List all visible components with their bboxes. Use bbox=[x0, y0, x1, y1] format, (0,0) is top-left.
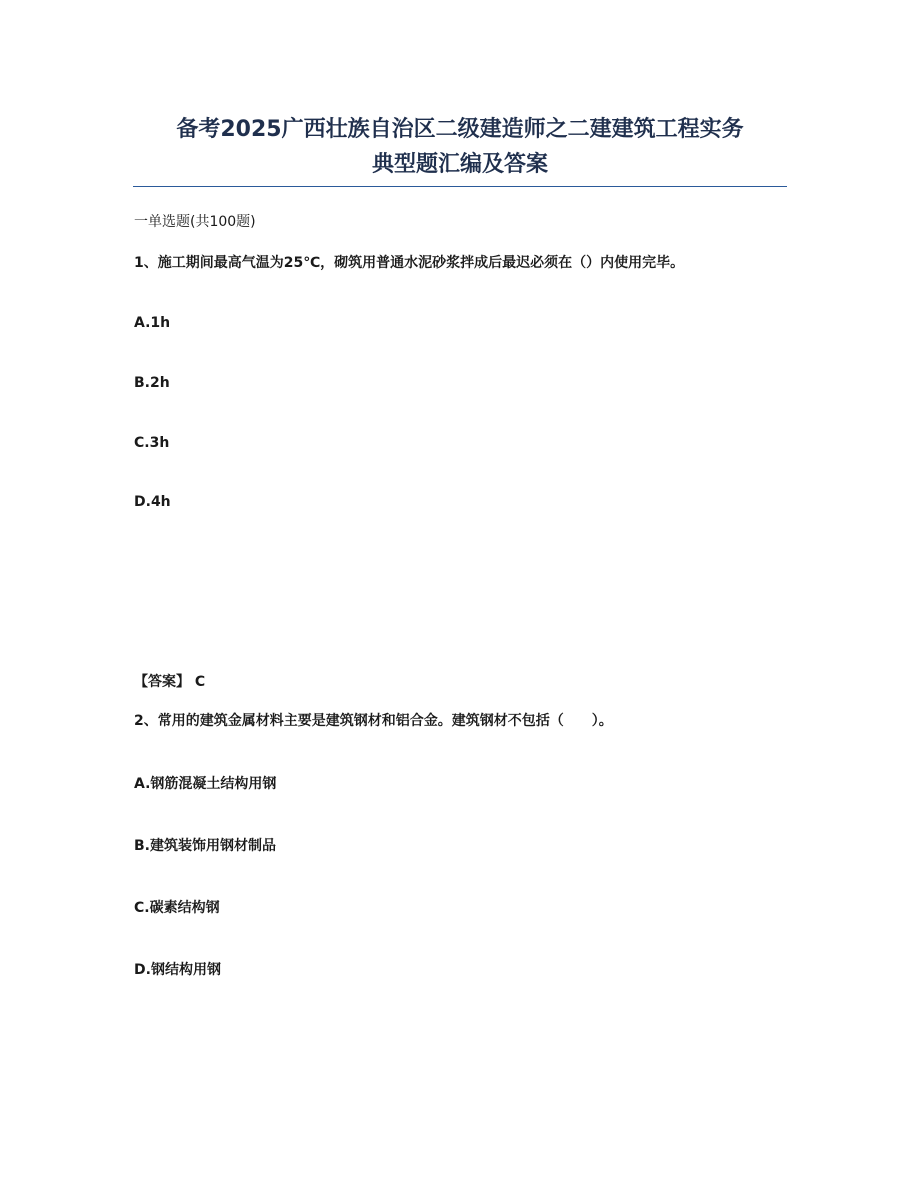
question-2-option-d: D.钢结构用钢 bbox=[134, 962, 221, 978]
title-divider bbox=[133, 186, 787, 187]
question-1-option-d: D.4h bbox=[134, 494, 171, 510]
question-2-stem: 2、常用的建筑金属材料主要是建筑钢材和铝合金。建筑钢材不包括（ ）。 bbox=[134, 713, 613, 729]
document-title-line-2: 典型题汇编及答案 bbox=[371, 152, 548, 177]
section-heading: 一单选题(共100题) bbox=[134, 214, 256, 230]
question-1-stem: 1、施工期间最高气温为25℃，砌筑用普通水泥砂浆拌成后最迟必须在（）内使用完毕。 bbox=[134, 255, 685, 271]
question-1-answer: 【答案】 C bbox=[134, 674, 206, 690]
question-1-option-b: B.2h bbox=[134, 375, 170, 391]
question-2-option-c: C.碳素结构钢 bbox=[134, 900, 220, 916]
document-title-line-1: 备考2025广西壮族自治区二级建造师之二建建筑工程实务 bbox=[176, 117, 744, 142]
question-2-option-b: B.建筑装饰用钢材制品 bbox=[134, 838, 276, 854]
question-1-option-c: C.3h bbox=[134, 435, 170, 451]
question-1-option-a: A.1h bbox=[134, 315, 171, 331]
question-2-option-a: A.钢筋混凝土结构用钢 bbox=[134, 776, 277, 792]
